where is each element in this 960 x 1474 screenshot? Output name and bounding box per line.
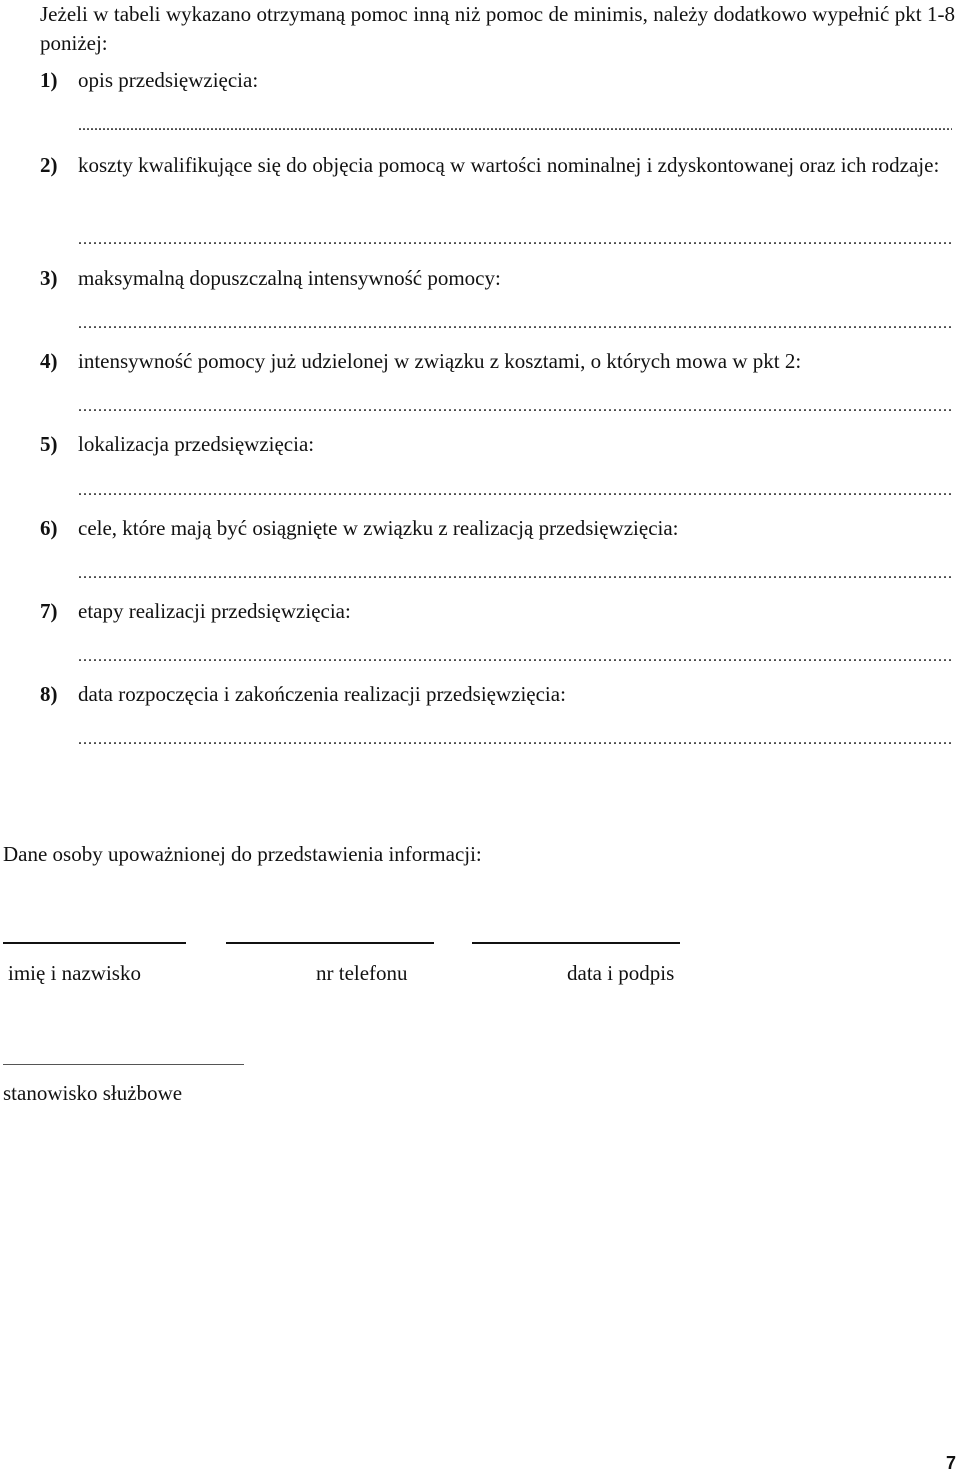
fill-in-line-1[interactable] [78, 120, 952, 132]
name-signature-line[interactable] [3, 942, 186, 944]
fill-in-line-4[interactable] [78, 401, 952, 413]
fill-in-line-3[interactable] [78, 318, 952, 330]
item-text: maksymalną dopuszczalną intensywność pomocy: [78, 266, 501, 290]
item-number: 5) [40, 432, 58, 456]
name-label: imię i nazwisko [8, 961, 141, 985]
item-8 [40, 680, 958, 709]
fill-in-line-8[interactable] [78, 734, 952, 746]
phone-label: nr telefonu [316, 961, 408, 985]
item-text: intensywność pomocy już udzielonej w związku z kosztami, o których mowa w pkt 2: [78, 349, 802, 373]
item-number: 4) [40, 349, 58, 373]
item-3 [40, 264, 958, 293]
item-2 [40, 151, 958, 180]
date-sign-signature-line[interactable] [472, 942, 680, 944]
item-number: 1) [40, 68, 58, 92]
item-6 [40, 514, 958, 543]
item-7 [40, 597, 958, 626]
item-number: 6) [40, 516, 58, 540]
item-text: etapy realizacji przedsięwzięcia: [78, 599, 351, 623]
item-text: data rozpoczęcia i zakończenia realizacji przedsięwzięcia: [78, 682, 566, 706]
item-number: 2) [40, 153, 58, 177]
date-sign-label: data i podpis [567, 961, 675, 985]
fill-in-line-6[interactable] [78, 568, 952, 580]
item-number: 8) [40, 682, 58, 706]
item-4 [40, 347, 958, 376]
item-text: lokalizacja przedsięwzięcia: [78, 432, 315, 456]
page-number: 7 [945, 1453, 956, 1473]
position-label: stanowisko służbowe [3, 1081, 183, 1105]
item-text: koszty kwalifikujące się do objęcia pomocą w wartości nominalnej i zdyskontowanej oraz ich rodzaje: [78, 153, 940, 177]
position-signature-line[interactable] [3, 1064, 244, 1065]
intro-paragraph: Jeżeli w tabeli wykazano otrzymaną pomoc inną niż pomoc de minimis, należy dodatkowo wypełnić pkt 1-8 poniżej: [40, 2, 955, 55]
authorized-person-heading: Dane osoby upoważnionej do przedstawienia informacji: [3, 842, 482, 866]
item-number: 3) [40, 266, 58, 290]
phone-signature-line[interactable] [226, 942, 434, 944]
fill-in-line-2[interactable] [78, 234, 952, 246]
item-1 [40, 66, 958, 95]
fill-in-line-7[interactable] [78, 651, 952, 663]
item-text: opis przedsięwzięcia: [78, 68, 259, 92]
item-5 [40, 430, 958, 459]
item-number: 7) [40, 599, 58, 623]
fill-in-line-5[interactable] [78, 485, 952, 497]
item-text: cele, które mają być osiągnięte w związku z realizacją przedsięwzięcia: [78, 516, 679, 540]
